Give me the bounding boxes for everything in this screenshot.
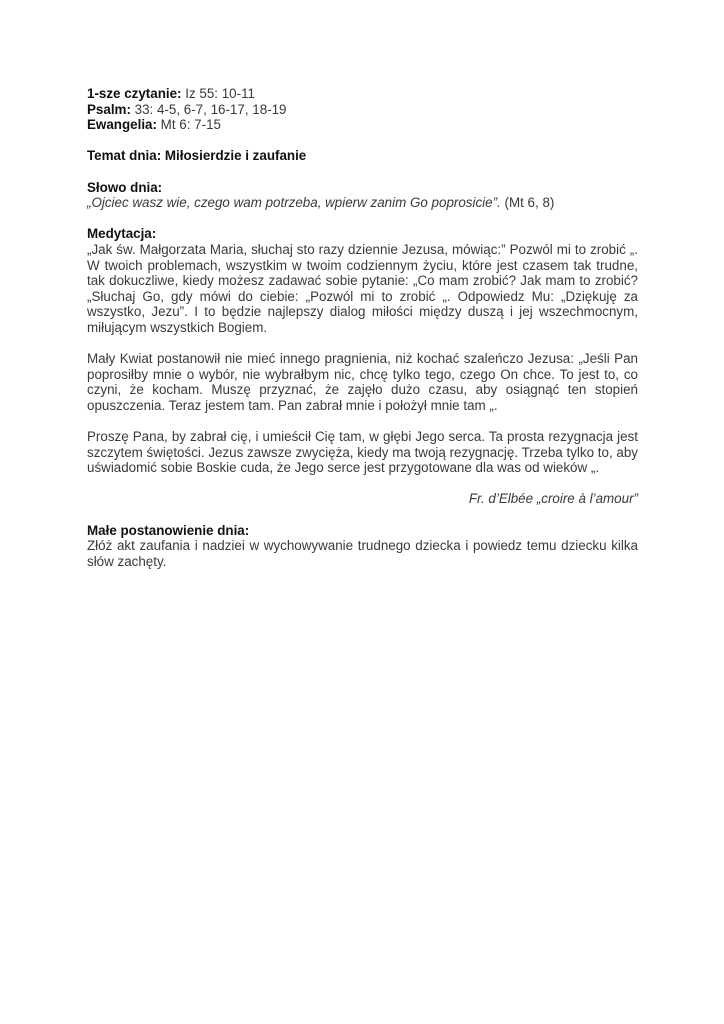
word-heading: Słowo dnia: (87, 179, 163, 195)
psalm-label: Psalm: (87, 101, 131, 117)
resolution-line: Złóż akt zaufania i nadziei w wychowywanie trudnego dziecka i powiedz temu dziecku kilka (87, 538, 638, 554)
word-reference: (Mt 6, 8) (500, 195, 555, 211)
first-reading-value: Iz 55: 10-11 (181, 86, 255, 101)
first-reading-label: 1-sze czytanie: (87, 86, 182, 101)
paragraph-line: opuszczenia. Teraz jestem tam. Pan zabrał mnie i położył mnie tam „. (87, 397, 498, 413)
document-body (87, 86, 638, 569)
readings-section (87, 86, 638, 133)
paragraph-line: miłującym wszystkich Bogiem. (87, 319, 268, 335)
resolution-section (87, 523, 638, 570)
paragraph-line: uświadomić sobie Boskie cuda, że Jego serce jest przygotowane dla was od wieków „. (87, 460, 600, 476)
paragraph-line: „Słuchaj Go, gdy mówi do ciebie: „Pozwól mi to zrobić „. Odpowiedz Mu: „Dziękuję za (87, 288, 638, 304)
paragraph-line: W twoich problemach, wszystkim w twoim codziennym życiu, które jest czasem tak trudne, (87, 257, 638, 273)
paragraph-line: szczytem świętości. Jezus zawsze zwycięża, kiedy ma twoją rezygnację. Trzeba tylko to, aby (87, 444, 638, 460)
paragraph-line: poprosiłby mnie o wybór, nie wybrałbym nic, chcę tylko tego, czego On chce. To jest to, co (87, 366, 638, 382)
psalm-reading (87, 102, 638, 118)
resolution-line: słów zachęty. (87, 553, 167, 569)
word-section (87, 180, 638, 211)
paragraph-line: tak dokuczliwe, kiedy możesz zadawać sobie pytanie: „Co mam zrobić? Jak mam to zrobić? (87, 273, 638, 289)
meditation-attribution: Fr. d’Elbée „croire à l’amour” (468, 491, 638, 507)
psalm-value: 33: 4-5, 6-7, 16-17, 18-19 (130, 101, 287, 117)
meditation-paragraph-3 (87, 429, 638, 476)
resolution-heading: Małe postanowienie dnia: (87, 522, 250, 538)
paragraph-line: czyni, że kocham. Muszę przyznać, że zajęło dużo czasu, aby osiągnąć ten stopień (87, 382, 638, 398)
paragraph-line: Proszę Pana, by zabrał cię, i umieścił Cię tam, w głębi Jego serca. Ta prosta rezygnacja jest (87, 429, 638, 445)
gospel-label: Ewangelia: (87, 117, 157, 133)
gospel-reading (87, 117, 638, 133)
theme-heading: Temat dnia: Miłosierdzie i zaufanie (87, 148, 307, 164)
paragraph-line: Mały Kwiat postanowił nie mieć innego pragnienia, niż kochać szaleńczo Jezusa: „Jeśli Pan (87, 351, 638, 367)
paragraph-line: wszystko, Jezu”. I to będzie najlepszy dialog miłości między duszą i jej wszechmocnym, (87, 304, 638, 320)
meditation-heading: Medytacja: (87, 226, 157, 242)
gospel-value: Mt 6: 7-15 (156, 117, 221, 133)
meditation-paragraph-2 (87, 351, 638, 413)
word-line (87, 195, 638, 211)
word-quote: „Ojciec wasz wie, czego wam potrzeba, wpierw zanim Go poprosicie”. (87, 195, 501, 211)
meditation-section (87, 226, 638, 507)
meditation-paragraph-1 (87, 242, 638, 336)
paragraph-line: „Jak św. Małgorzata Maria, słuchaj sto razy dziennie Jezusa, mówiąc:” Pozwól mi to zrobić „. (87, 241, 638, 257)
first-reading (87, 86, 638, 102)
